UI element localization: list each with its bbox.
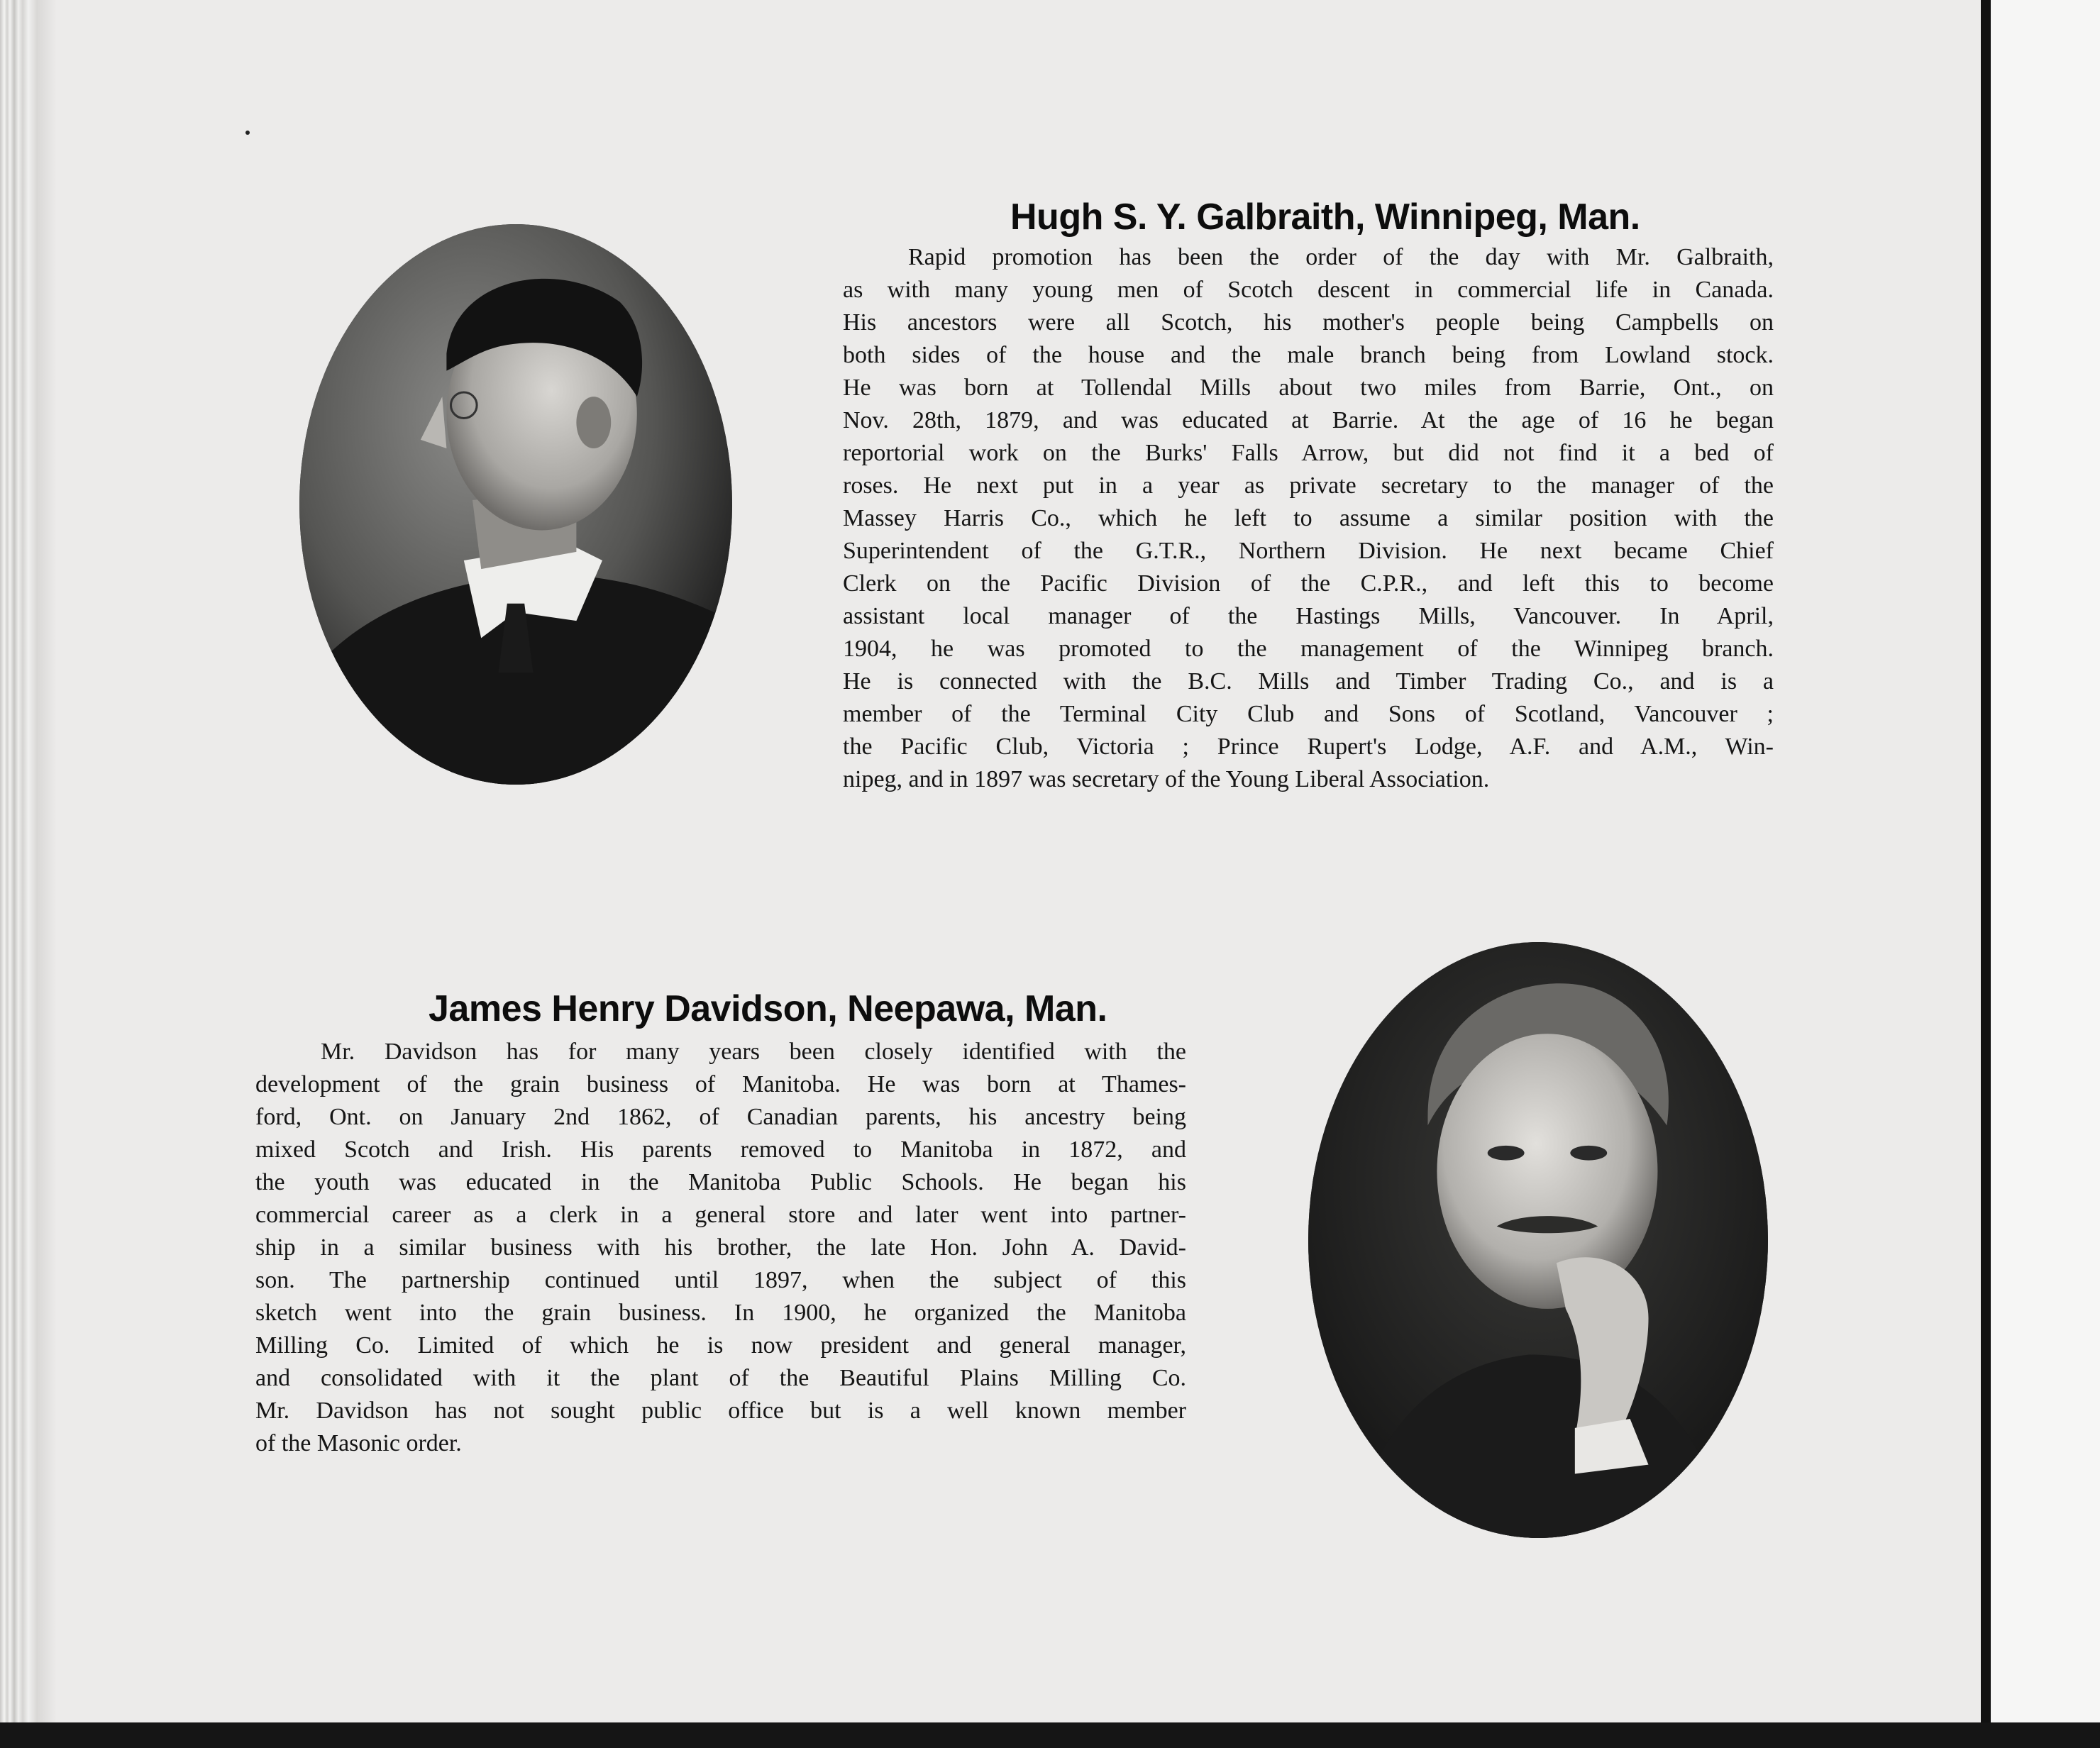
bio-line: the youth was educated in the Manitoba Public Schools. He began his bbox=[255, 1169, 1186, 1195]
galbraith-portrait-image bbox=[299, 224, 732, 785]
bio-line: Mr. Davidson has for many years been closely identified with the bbox=[321, 1039, 1186, 1065]
bio-line: ship in a similar business with his brother, the late Hon. John A. David- bbox=[255, 1234, 1186, 1261]
bio-line: mixed Scotch and Irish. His parents removed to Manitoba in 1872, and bbox=[255, 1136, 1186, 1163]
bio-line: ford, Ont. on January 2nd 1862, of Canadian parents, his ancestry being bbox=[255, 1104, 1186, 1130]
bio-line: 1904, he was promoted to the management of the Winnipeg branch. bbox=[843, 636, 1774, 662]
bio-line: nipeg, and in 1897 was secretary of the Young Liberal Association. bbox=[843, 766, 1490, 792]
davidson-biography bbox=[255, 1036, 1186, 1460]
bio-line: development of the grain business of Manitoba. He was born at Thames- bbox=[255, 1071, 1186, 1097]
bio-line: son. The partnership continued until 1897, when the subject of this bbox=[255, 1267, 1186, 1293]
davidson-heading: James Henry Davidson, Neepawa, Man. bbox=[429, 988, 1107, 1029]
bio-line: as with many young men of Scotch descent in commercial life in Canada. bbox=[843, 277, 1774, 303]
page-binding-edge bbox=[0, 0, 57, 1748]
bio-line: roses. He next put in a year as private secretary to the manager of the bbox=[843, 472, 1774, 499]
bio-line: Superintendent of the G.T.R., Northern Division. He next became Chief bbox=[843, 538, 1774, 564]
bio-line: commercial career as a clerk in a general store and later went into partner- bbox=[255, 1202, 1186, 1228]
ink-speck bbox=[245, 131, 250, 135]
davidson-portrait-image bbox=[1308, 942, 1768, 1538]
bio-line: of the Masonic order. bbox=[255, 1430, 462, 1456]
bio-line: He is connected with the B.C. Mills and Timber Trading Co., and is a bbox=[843, 668, 1774, 695]
galbraith-heading: Hugh S. Y. Galbraith, Winnipeg, Man. bbox=[1010, 197, 1640, 238]
bio-line: He was born at Tollendal Mills about two miles from Barrie, Ont., on bbox=[843, 375, 1774, 401]
bio-line: Massey Harris Co., which he left to assume a similar position with the bbox=[843, 505, 1774, 531]
bio-line: Milling Co. Limited of which he is now president and general manager, bbox=[255, 1332, 1186, 1359]
bio-line: sketch went into the grain business. In 1900, he organized the Manitoba bbox=[255, 1300, 1186, 1326]
right-edge-rule bbox=[1981, 0, 1991, 1748]
galbraith-portrait bbox=[299, 224, 732, 785]
bio-line: Mr. Davidson has not sought public office but is a well known member bbox=[255, 1398, 1186, 1424]
bio-line: member of the Terminal City Club and Sons of Scotland, Vancouver ; bbox=[843, 701, 1774, 727]
right-margin bbox=[1991, 0, 2100, 1748]
bottom-edge-band bbox=[0, 1722, 2100, 1748]
davidson-portrait bbox=[1308, 942, 1768, 1538]
bio-line: Nov. 28th, 1879, and was educated at Barrie. At the age of 16 he began bbox=[843, 407, 1774, 433]
bio-line: reportorial work on the Burks' Falls Arrow, but did not find it a bed of bbox=[843, 440, 1774, 466]
bio-line: assistant local manager of the Hastings Mills, Vancouver. In April, bbox=[843, 603, 1774, 629]
bio-line: and consolidated with it the plant of the Beautiful Plains Milling Co. bbox=[255, 1365, 1186, 1391]
galbraith-biography bbox=[843, 241, 1774, 796]
bio-line: both sides of the house and the male branch being from Lowland stock. bbox=[843, 342, 1774, 368]
bio-line: His ancestors were all Scotch, his mother's people being Campbells on bbox=[843, 309, 1774, 336]
bio-line: Rapid promotion has been the order of the day with Mr. Galbraith, bbox=[908, 244, 1774, 270]
bio-line: the Pacific Club, Victoria ; Prince Rupert's Lodge, A.F. and A.M., Win- bbox=[843, 734, 1774, 760]
bio-line: Clerk on the Pacific Division of the C.P.R., and left this to become bbox=[843, 570, 1774, 597]
